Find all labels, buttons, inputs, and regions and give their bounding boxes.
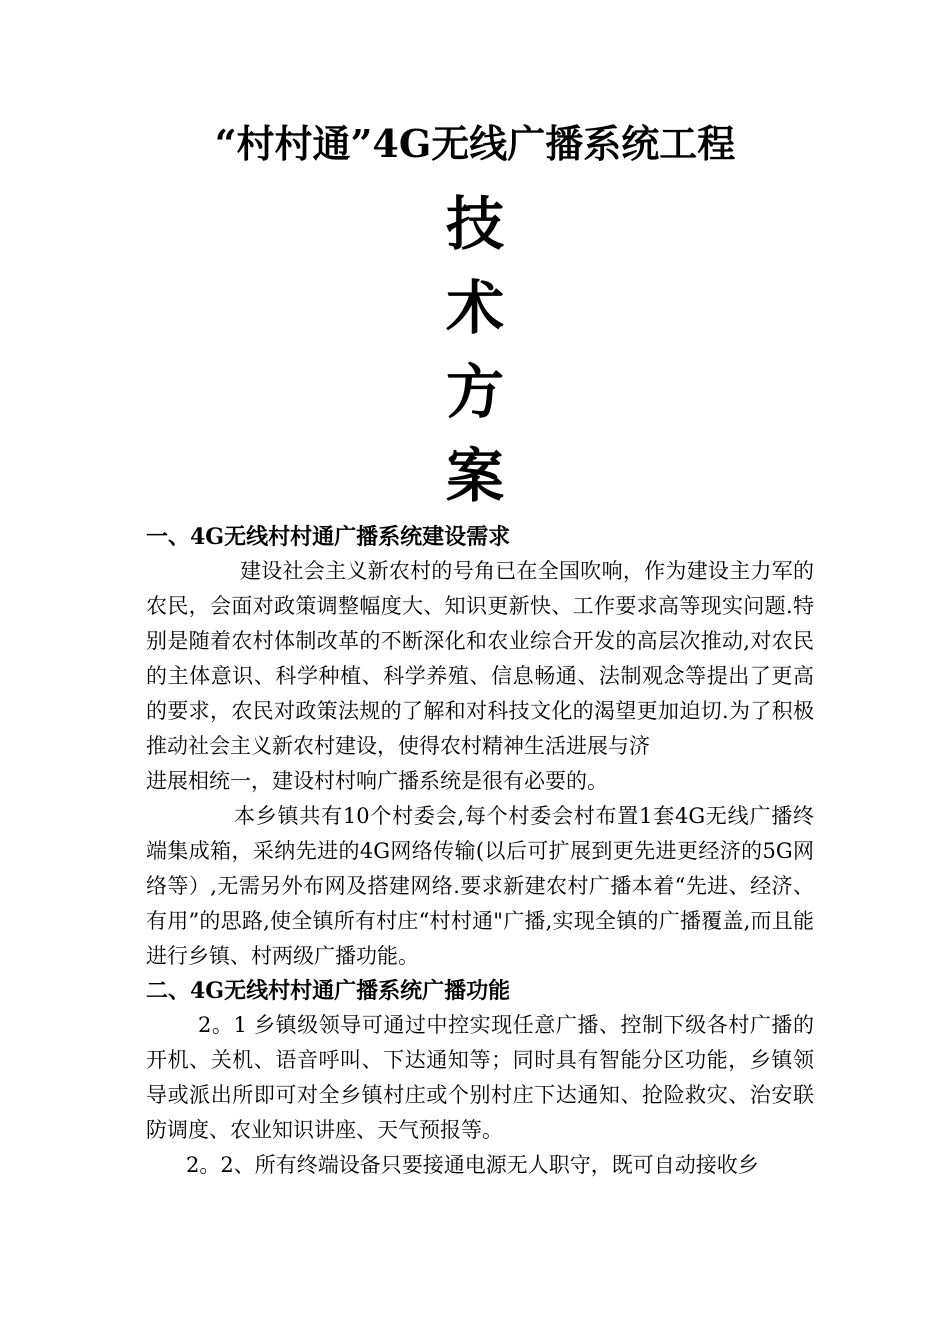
big-title-char: 技 (445, 190, 504, 258)
document-body (146, 520, 814, 1183)
section-heading: 二、4G无线村村通广播系统广播功能 (146, 978, 511, 1004)
body-paragraph: 2。1 乡镇级领导可通过中控实现任意广播、控制下级各村广播的开机、关机、语音呼叫、下达通知等；同时具有智能分区功能，乡镇领导或派出所即可对全乡镇村庄或个别村庄下达通知、抢险救灾、治安联防调度、农业知识讲座、天气预报等。 (146, 1013, 814, 1142)
document-title: “村村通”4G无线广播系统工程 (214, 121, 736, 166)
big-title-char: 方 (445, 358, 504, 426)
section-heading: 一、4G无线村村通广播系统建设需求 (146, 524, 511, 550)
body-paragraph: 本乡镇共有10个村委会,每个村委会村布置1套4G无线广播终端集成箱，采纳先进的4G网络传输(以后可扩展到更先进更经济的5G网络等）,无需另外布网及搭建网络.要求新建农村广播本着“先进、经济、有用”的思路,使全镇所有村庄“村村通"广播,实现全镇的广播覆盖,而且能进行乡镇、村两级广播功能。 (146, 804, 814, 968)
big-title-char: 术 (445, 274, 504, 342)
body-paragraph: 进展相统一，建设村村响广播系统是很有必要的。 (146, 769, 608, 793)
body-paragraph: 2。2、所有终端设备只要接通电源无人职守，既可自动接收乡 (186, 1153, 759, 1177)
big-title-char: 案 (445, 442, 504, 510)
big-title-block (0, 182, 950, 518)
body-paragraph: 建设社会主义新农村的号角已在全国吹响，作为建设主力军的农民，会面对政策调整幅度大、知识更新快、工作要求高等现实问题.特别是随着农村体制改革的不断深化和农业综合开发的高层次推动,对农民的主体意识、科学种植、科学养殖、信息畅通、法制观念等提出了更高的要求，农民对政策法规的了解和对科技文化的渴望更加迫切.为了积极推动社会主义新农村建设，使得农村精神生活进展与济 (146, 559, 814, 758)
